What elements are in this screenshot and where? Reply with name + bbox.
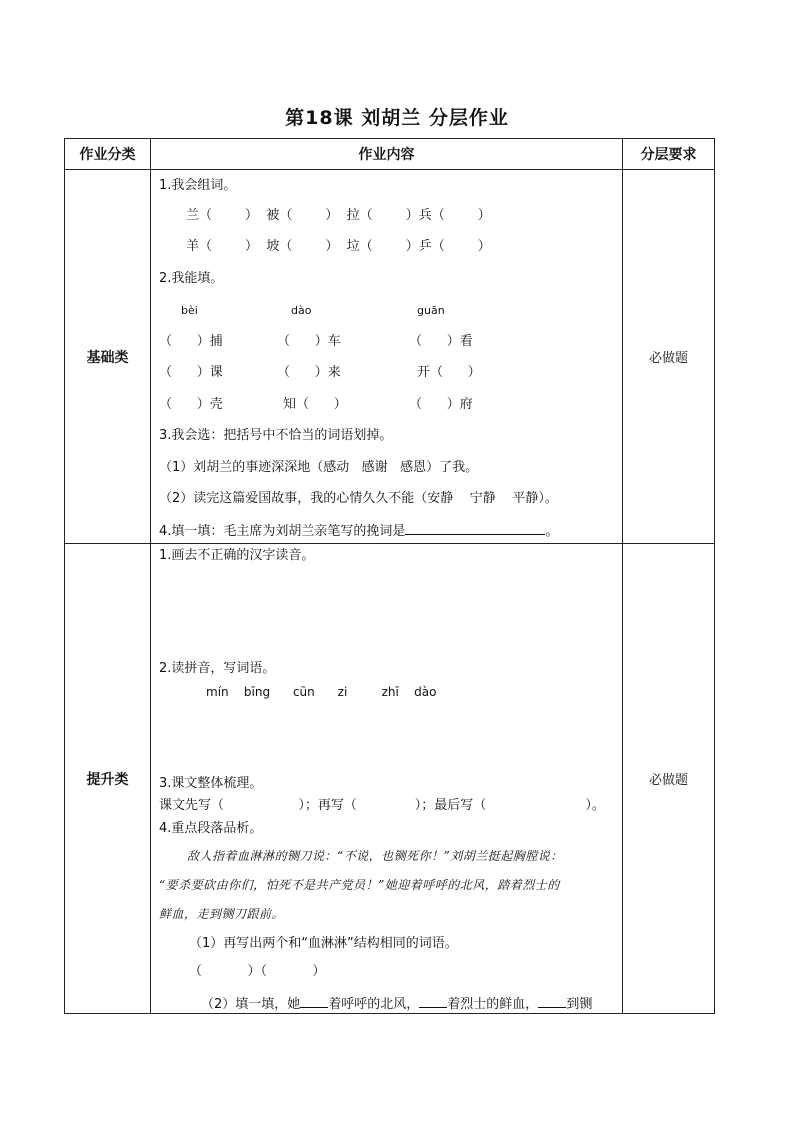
basic-q2-r3a: （ ）壳 bbox=[159, 397, 223, 412]
advanced-row bbox=[65, 544, 715, 1014]
advanced-category: 提升类 bbox=[65, 544, 151, 1014]
basic-q2-r1a: （ ）捕 bbox=[159, 334, 223, 349]
adv-q2-title: 2.读拼音，写词语。 bbox=[159, 661, 276, 676]
adv-q4-2 bbox=[201, 994, 592, 1014]
passage-line-1: 敌人指着血淋淋的铡刀说：“不说，也铡死你！”刘胡兰挺起胸膛说： bbox=[187, 849, 563, 863]
basic-q3-2: （2）读完这篇爱国故事，我的心情久久不能（安静 宁静 平静）。 bbox=[159, 491, 558, 506]
adv-q3-title: 3.课文整体梳理。 bbox=[159, 776, 263, 791]
answer-blank bbox=[300, 994, 328, 1008]
basic-q4 bbox=[159, 521, 558, 541]
answer-blank bbox=[419, 994, 447, 1008]
basic-q2-r3c: （ ）府 bbox=[409, 397, 473, 412]
basic-q2-r1c: （ ）看 bbox=[409, 334, 473, 349]
header-row bbox=[65, 139, 715, 170]
adv-q4-title: 4.重点段落品析。 bbox=[159, 821, 263, 836]
pinyin-bei: bèi bbox=[181, 304, 198, 317]
basic-q3-1: （1）刘胡兰的事迹深深地（感动 感谢 感恩）了我。 bbox=[159, 460, 479, 475]
basic-q2-r2a: （ ）课 bbox=[159, 365, 223, 380]
basic-q2-r2b: （ ）来 bbox=[277, 365, 341, 380]
header-category: 作业分类 bbox=[65, 139, 151, 170]
adv-q4-2-d: 到铡 bbox=[566, 997, 593, 1012]
passage-line-3: 鲜血，走到铡刀跟前。 bbox=[159, 907, 285, 921]
header-content: 作业内容 bbox=[151, 139, 623, 170]
basic-q4-prefix: 4.填一填：毛主席为刘胡兰亲笔写的挽词是 bbox=[159, 524, 406, 539]
basic-q3-title: 3.我会选：把括号中不恰当的词语划掉。 bbox=[159, 428, 393, 443]
adv-q4-2-c: 着烈士的鲜血， bbox=[447, 997, 539, 1012]
basic-requirement: 必做题 bbox=[623, 170, 715, 544]
basic-q1-row2: 羊（ ） 坡（ ） 垃（ ）乒（ ） bbox=[186, 239, 491, 254]
answer-blank bbox=[538, 994, 566, 1008]
passage-line-2: “要杀要砍由你们，怕死不是共产党员！”她迎着呼呼的北风，踏着烈士的 bbox=[159, 878, 560, 892]
adv-q4-2-a: （2）填一填，她 bbox=[201, 997, 301, 1012]
basic-category: 基础类 bbox=[65, 170, 151, 544]
pinyin-dao: dào bbox=[291, 304, 312, 317]
basic-q1-title: 1.我会组词。 bbox=[159, 178, 237, 193]
adv-q4-1-blanks: （ ）（ ） bbox=[189, 964, 326, 979]
advanced-content bbox=[151, 544, 623, 1014]
answer-blank bbox=[405, 521, 545, 535]
basic-q4-suffix: 。 bbox=[545, 524, 559, 539]
pinyin-guan: guān bbox=[417, 304, 445, 317]
advanced-requirement: 必做题 bbox=[623, 544, 715, 1014]
adv-q4-2-b: 着呼呼的北风， bbox=[328, 997, 420, 1012]
adv-q4-1: （1）再写出两个和“血淋淋”结构相同的词语。 bbox=[189, 936, 458, 951]
homework-table bbox=[64, 138, 715, 1014]
basic-q2-r1b: （ ）车 bbox=[277, 334, 341, 349]
basic-q2-title: 2.我能填。 bbox=[159, 271, 224, 286]
adv-pinyin-row: mín bīng cūn zi zhī dào bbox=[206, 685, 437, 699]
basic-row bbox=[65, 170, 715, 544]
page-title: 第18课 刘胡兰 分层作业 bbox=[285, 107, 509, 129]
basic-content bbox=[151, 170, 623, 544]
basic-q2-r2c: 开（ ） bbox=[417, 365, 481, 380]
header-requirement: 分层要求 bbox=[623, 139, 715, 170]
basic-q1-row1: 兰（ ） 被（ ） 拉（ ）兵（ ） bbox=[186, 208, 491, 223]
adv-q3-line: 课文先写（ ）；再写（ ）；最后写（ ）。 bbox=[159, 798, 605, 813]
adv-q1-title: 1.画去不正确的汉字读音。 bbox=[159, 548, 315, 563]
basic-q2-r3b: 知（ ） bbox=[283, 397, 347, 412]
